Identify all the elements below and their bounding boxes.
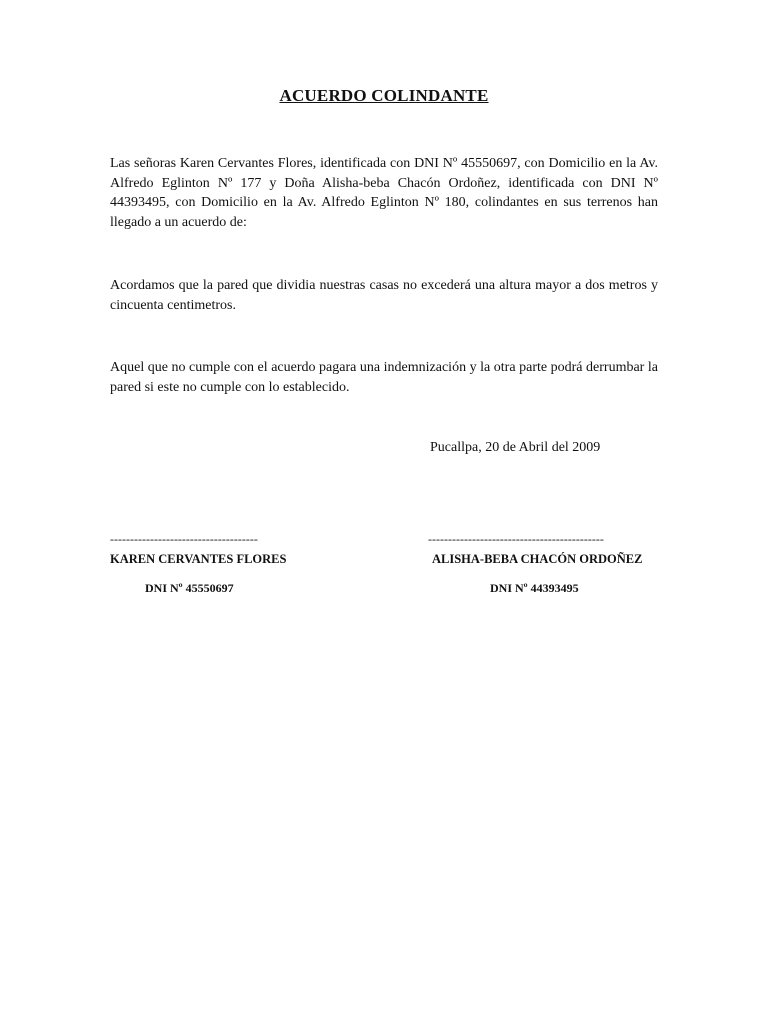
signature-line-left: ------------------------------------- xyxy=(110,532,258,546)
signatory-dni-left: DNI Nº 45550697 xyxy=(145,581,234,595)
date-line: Pucallpa, 20 de Abril del 2009 xyxy=(430,440,601,455)
signature-line-right: -------------------------------------------- xyxy=(428,532,604,546)
paragraph-agreement: Acordamos que la pared que dividia nuestras casas no excederá una altura mayor a dos metros y cincuenta centimetros. xyxy=(110,278,658,313)
signatory-dni-right: DNI Nº 44393495 xyxy=(490,581,579,595)
paragraph-parties: Las señoras Karen Cervantes Flores, identificada con DNI Nº 45550697, con Domicilio en la Av. Alfredo Eglinton Nº 177 y Doña Alisha-beba Chacón Ordoñez, identificada con DNI Nº 44393495, con Domicilio en la Av. Alfredo Eglinton Nº 180, colindantes en sus terrenos han llegado a un acuerdo de: xyxy=(110,156,658,230)
signatory-name-left: KAREN CERVANTES FLORES xyxy=(110,552,287,566)
signatory-name-right: ALISHA-BEBA CHACÓN ORDOÑEZ xyxy=(432,552,643,566)
paragraph-penalty: Aquel que no cumple con el acuerdo pagara una indemnización y la otra parte podrá derrumbar la pared si este no cumple con lo establecido. xyxy=(110,360,658,395)
document-title: ACUERDO COLINDANTE xyxy=(279,86,489,105)
